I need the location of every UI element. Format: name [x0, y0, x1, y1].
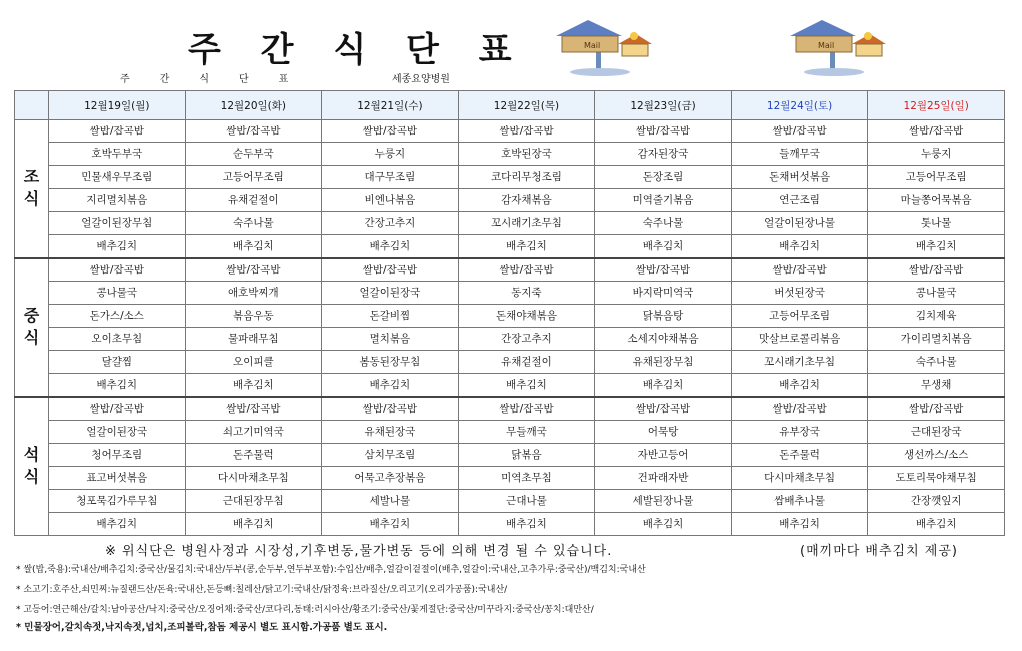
- menu-cell: 배추김치: [322, 373, 459, 397]
- menu-cell: 배추김치: [49, 234, 186, 258]
- menu-cell: 고등어무조림: [868, 165, 1005, 188]
- menu-cell: 쌀밥/잡곡밥: [322, 258, 459, 282]
- menu-cell: 돈주물럭: [185, 443, 322, 466]
- menu-cell: 근대된장무침: [185, 489, 322, 512]
- menu-cell: 세발나물: [322, 489, 459, 512]
- menu-cell: 생선까스/소스: [868, 443, 1005, 466]
- meal-label: 조 식: [15, 120, 49, 258]
- menu-cell: 쌀밥/잡곡밥: [868, 397, 1005, 421]
- menu-cell: 쌀밥/잡곡밥: [185, 120, 322, 143]
- menu-cell: 맛살브로콜리볶음: [731, 327, 868, 350]
- menu-cell: 유채겉절이: [185, 188, 322, 211]
- menu-cell: 민물새우무조림: [49, 165, 186, 188]
- menu-cell: 돈채버섯볶음: [731, 165, 868, 188]
- menu-cell: 들깨무국: [731, 142, 868, 165]
- mailbox-illustration-left: [548, 14, 658, 76]
- menu-cell: 배추김치: [49, 512, 186, 535]
- menu-cell: 오이피클: [185, 350, 322, 373]
- menu-cell: 지리멸치볶음: [49, 188, 186, 211]
- day-header-thu: 12월22일(목): [458, 91, 595, 120]
- menu-cell: 오이초무침: [49, 327, 186, 350]
- menu-row: [15, 304, 1005, 327]
- menu-cell: 꼬시래기초무침: [458, 211, 595, 234]
- menu-cell: 고등어무조림: [731, 304, 868, 327]
- menu-cell: 쌀밥/잡곡밥: [868, 258, 1005, 282]
- menu-cell: 쌀밥/잡곡밥: [49, 397, 186, 421]
- menu-cell: 달걀찜: [49, 350, 186, 373]
- menu-cell: 닭볶음탕: [595, 304, 732, 327]
- menu-cell: 돈갈비찜: [322, 304, 459, 327]
- menu-cell: 닭볶음: [458, 443, 595, 466]
- menu-cell: 무생채: [868, 373, 1005, 397]
- menu-cell: 콩나물국: [49, 281, 186, 304]
- menu-cell: 유채된장국: [322, 420, 459, 443]
- menu-cell: 어묵고추장볶음: [322, 466, 459, 489]
- menu-row: [15, 350, 1005, 373]
- menu-cell: 돈주물럭: [731, 443, 868, 466]
- menu-cell: 배추김치: [458, 234, 595, 258]
- menu-cell: 배추김치: [322, 234, 459, 258]
- menu-cell: 돈채야채볶음: [458, 304, 595, 327]
- day-header-fri: 12월23일(금): [595, 91, 732, 120]
- menu-row: [15, 258, 1005, 282]
- menu-cell: 쌀밥/잡곡밥: [322, 397, 459, 421]
- menu-cell: 간장고추지: [458, 327, 595, 350]
- day-header-row: [15, 91, 1005, 120]
- menu-cell: 누룽지: [322, 142, 459, 165]
- menu-row: [15, 188, 1005, 211]
- menu-cell: 바지락미역국: [595, 281, 732, 304]
- menu-cell: 순두부국: [185, 142, 322, 165]
- menu-cell: 배추김치: [185, 373, 322, 397]
- menu-cell: 배추김치: [595, 512, 732, 535]
- menu-cell: 얼갈이된장나물: [731, 211, 868, 234]
- mailbox-illustration-right: [782, 14, 892, 76]
- menu-cell: 호박된장국: [458, 142, 595, 165]
- mailbox-label-left: Mail: [584, 41, 601, 50]
- menu-cell: 돈가스/소스: [49, 304, 186, 327]
- menu-cell: 어묵탕: [595, 420, 732, 443]
- menu-cell: 쌀밥/잡곡밥: [731, 120, 868, 143]
- page-title: 주 간 식 단 표: [188, 30, 526, 70]
- day-header-sun: 12월25일(일): [868, 91, 1005, 120]
- menu-cell: 가이리멸치볶음: [868, 327, 1005, 350]
- menu-row: [15, 211, 1005, 234]
- day-header-tue: 12월20일(화): [185, 91, 322, 120]
- day-header-wed: 12월21일(수): [322, 91, 459, 120]
- menu-cell: 쌀밥/잡곡밥: [595, 120, 732, 143]
- menu-cell: 톳나물: [868, 211, 1005, 234]
- menu-cell: 누룽지: [868, 142, 1005, 165]
- menu-cell: 숙주나물: [595, 211, 732, 234]
- menu-cell: 호박두부국: [49, 142, 186, 165]
- menu-cell: 동지죽: [458, 281, 595, 304]
- menu-cell: 배추김치: [595, 373, 732, 397]
- menu-row: [15, 142, 1005, 165]
- menu-cell: 쌀밥/잡곡밥: [458, 258, 595, 282]
- menu-cell: 유부장국: [731, 420, 868, 443]
- menu-cell: 다시마채초무침: [731, 466, 868, 489]
- menu-cell: 배추김치: [731, 234, 868, 258]
- menu-row: [15, 443, 1005, 466]
- menu-cell: 멸치볶음: [322, 327, 459, 350]
- menu-cell: 미역줄기볶음: [595, 188, 732, 211]
- menu-cell: 쌀밥/잡곡밥: [185, 397, 322, 421]
- menu-cell: 배추김치: [731, 373, 868, 397]
- menu-cell: 고등어무조림: [185, 165, 322, 188]
- origin-line-2: * 소고기:호주산,쇠민찌:뉴질랜드산/돈육:국내산,돈등뼈:칠레산/닭고기:국내산/닭정육:브라질산/오리고기(오리가공품):국내산/: [16, 585, 508, 595]
- menu-row: [15, 420, 1005, 443]
- menu-cell: 비엔나볶음: [322, 188, 459, 211]
- menu-cell: 미역초무침: [458, 466, 595, 489]
- menu-cell: 코다리무청조림: [458, 165, 595, 188]
- menu-cell: 간장깻잎지: [868, 489, 1005, 512]
- menu-cell: 소세지야채볶음: [595, 327, 732, 350]
- menu-cell: 얼갈이된장국: [322, 281, 459, 304]
- menu-cell: 연근조림: [731, 188, 868, 211]
- menu-cell: 근대나물: [458, 489, 595, 512]
- menu-cell: 쌈배추나물: [731, 489, 868, 512]
- menu-cell: 숙주나물: [868, 350, 1005, 373]
- menu-row: [15, 281, 1005, 304]
- menu-row: [15, 234, 1005, 258]
- menu-cell: 배추김치: [868, 234, 1005, 258]
- menu-cell: 유채된장무침: [595, 350, 732, 373]
- special-note: * 민물장어,갈치속젓,낙지속젓,넙치,조피볼락,참돔 제공시 별도 표시함.가공품 별도 표시.: [16, 622, 388, 633]
- menu-cell: 감자된장국: [595, 142, 732, 165]
- menu-cell: 배추김치: [731, 512, 868, 535]
- meal-label: 중 식: [15, 258, 49, 397]
- menu-cell: 쇠고기미역국: [185, 420, 322, 443]
- header-corner: [15, 91, 49, 120]
- menu-cell: 배추김치: [595, 234, 732, 258]
- menu-cell: 숙주나물: [185, 211, 322, 234]
- menu-cell: 김치제육: [868, 304, 1005, 327]
- menu-cell: 볶음우동: [185, 304, 322, 327]
- menu-cell: 배추김치: [458, 512, 595, 535]
- origin-line-3: * 고등어:연근해산/갈치:남아공산/낙지:중국산/오징어채:중국산/코다리,동태:러시아산/황조기:중국산/꽃게절단:중국산/미꾸라지:중국산/꽁치:대만산/: [16, 605, 594, 615]
- menu-cell: 간장고추지: [322, 211, 459, 234]
- day-header-mon: 12월19일(월): [49, 91, 186, 120]
- menu-cell: 쌀밥/잡곡밥: [49, 120, 186, 143]
- menu-row: [15, 489, 1005, 512]
- menu-cell: 쌀밥/잡곡밥: [49, 258, 186, 282]
- menu-cell: 쌀밥/잡곡밥: [185, 258, 322, 282]
- menu-cell: 표고버섯볶음: [49, 466, 186, 489]
- menu-cell: 도토리묵야채무침: [868, 466, 1005, 489]
- menu-row: [15, 397, 1005, 421]
- menu-cell: 쌀밥/잡곡밥: [868, 120, 1005, 143]
- menu-cell: 다시마채초무침: [185, 466, 322, 489]
- menu-cell: 대구무조림: [322, 165, 459, 188]
- menu-cell: 돈장조림: [595, 165, 732, 188]
- menu-cell: 얼갈이된장무침: [49, 211, 186, 234]
- menu-cell: 마늘쫑어묵볶음: [868, 188, 1005, 211]
- menu-cell: 쌀밥/잡곡밥: [595, 258, 732, 282]
- menu-cell: 배추김치: [458, 373, 595, 397]
- menu-cell: 쌀밥/잡곡밥: [322, 120, 459, 143]
- menu-cell: 배추김치: [322, 512, 459, 535]
- menu-cell: 삼치무조림: [322, 443, 459, 466]
- change-notice: ※ 위식단은 병원사정과 시장성,기후변동,물가변동 등에 의해 변경 될 수 있습니다.: [105, 544, 613, 559]
- menu-cell: 건파래자반: [595, 466, 732, 489]
- menu-cell: 쌀밥/잡곡밥: [458, 397, 595, 421]
- menu-row: [15, 466, 1005, 489]
- menu-cell: 무들깨국: [458, 420, 595, 443]
- menu-cell: 근대된장국: [868, 420, 1005, 443]
- menu-cell: 청포묵김가루무침: [49, 489, 186, 512]
- menu-row: [15, 120, 1005, 143]
- menu-cell: 배추김치: [185, 234, 322, 258]
- menu-cell: 감자채볶음: [458, 188, 595, 211]
- menu-cell: 봄동된장무침: [322, 350, 459, 373]
- weekly-menu-table: [14, 90, 1005, 536]
- menu-cell: 쌀밥/잡곡밥: [595, 397, 732, 421]
- menu-cell: 콩나물국: [868, 281, 1005, 304]
- menu-cell: 세발된장나물: [595, 489, 732, 512]
- menu-cell: 배추김치: [185, 512, 322, 535]
- hospital-name: 세종요양병원: [392, 74, 450, 85]
- menu-row: [15, 327, 1005, 350]
- menu-cell: 자반고등어: [595, 443, 732, 466]
- menu-cell: 버섯된장국: [731, 281, 868, 304]
- menu-cell: 배추김치: [868, 512, 1005, 535]
- menu-cell: 꼬시래기초무침: [731, 350, 868, 373]
- menu-cell: 쌀밥/잡곡밥: [731, 397, 868, 421]
- menu-cell: 애호박찌개: [185, 281, 322, 304]
- origin-line-1: * 쌀(밥,죽용):국내산/배추김치:중국산/물김치:국내산/두부(콩,순두부,연두부포함):수입산/배추,얼갈이겉절이(배추,얼갈이:국내산,고추가루:중국산)/백김치:국내산: [16, 565, 646, 575]
- day-header-sat: 12월24일(토): [731, 91, 868, 120]
- menu-row: [15, 165, 1005, 188]
- menu-cell: 배추김치: [49, 373, 186, 397]
- kimchi-notice: (매끼마다 배추김치 제공): [800, 544, 958, 559]
- meal-label: 석 식: [15, 397, 49, 536]
- menu-body: [15, 120, 1005, 536]
- menu-cell: 청어무조림: [49, 443, 186, 466]
- mailbox-label-right: Mail: [818, 41, 835, 50]
- menu-row: [15, 373, 1005, 397]
- menu-cell: 얼갈이된장국: [49, 420, 186, 443]
- menu-row: [15, 512, 1005, 535]
- menu-cell: 쌀밥/잡곡밥: [458, 120, 595, 143]
- menu-cell: 쌀밥/잡곡밥: [731, 258, 868, 282]
- menu-cell: 유채겉절이: [458, 350, 595, 373]
- menu-cell: 물파래무침: [185, 327, 322, 350]
- subtitle: 주간식단표: [120, 74, 319, 85]
